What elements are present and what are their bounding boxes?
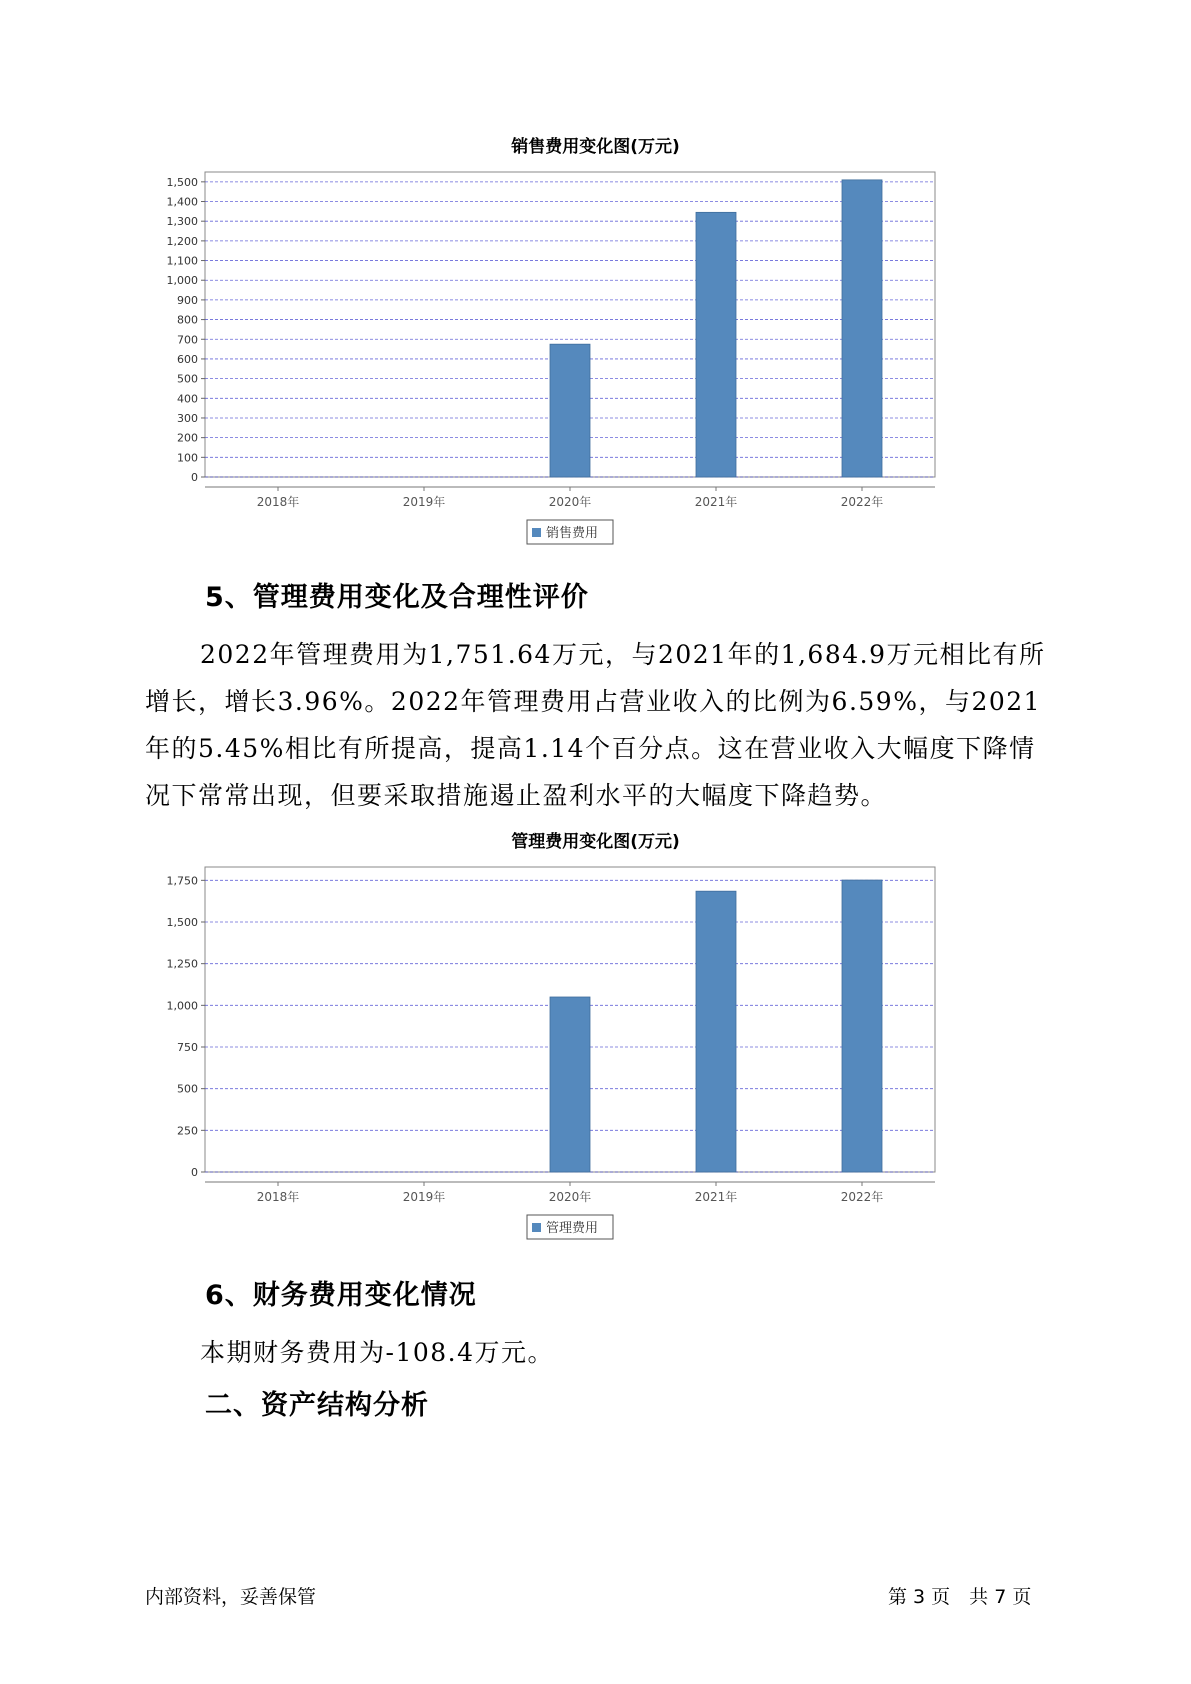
x-tick-label: 2022年 [840,495,884,509]
y-tick-label: 1,500 [166,175,198,189]
bar [842,880,882,1172]
bar [550,344,590,477]
section6-paragraph: 本期财务费用为-108.4万元。 [200,1338,555,1367]
y-tick-label: 1,300 [166,215,198,229]
bar [696,212,736,477]
y-tick-label: 1,000 [166,274,198,288]
legend-swatch [532,1223,541,1232]
x-tick-label: 2020年 [548,495,592,509]
y-tick-label: 200 [177,431,198,445]
legend [527,1215,613,1239]
y-tick-label: 1,400 [166,195,198,209]
footer-left: 内部资料，妥善保管 [145,1586,317,1608]
x-tick-label: 2021年 [694,495,738,509]
y-tick-label: 0 [191,471,198,484]
y-tick-label: 800 [177,313,198,327]
legend-label: 销售费用 [546,526,599,541]
x-tick-label: 2019年 [402,1190,446,1204]
y-tick-label: 700 [177,333,198,347]
bar [842,180,882,477]
legend [527,520,613,544]
y-tick-label: 400 [177,392,198,406]
x-tick-label: 2022年 [840,1190,884,1204]
section6-heading: 6、财务费用变化情况 [205,1280,477,1311]
x-tick-label: 2018年 [256,1190,300,1204]
y-tick-label: 1,000 [166,999,198,1013]
y-tick-label: 600 [177,352,198,366]
y-tick-label: 1,200 [166,234,198,248]
chart-sales [150,160,1030,560]
bar [550,997,590,1172]
y-tick-label: 250 [177,1124,198,1138]
footer-right: 第 3 页 共 7 页 [888,1586,1032,1608]
section-two-heading: 二、资产结构分析 [205,1390,429,1421]
y-tick-label: 500 [177,372,198,386]
y-tick-label: 1,750 [166,874,198,888]
section5-heading: 5、管理费用变化及合理性评价 [205,582,589,613]
chart-title-sales: 销售费用变化图(万元) [511,137,680,157]
y-tick-label: 300 [177,411,198,425]
y-tick-label: 750 [177,1041,198,1054]
chart-title-admin: 管理费用变化图(万元) [511,832,680,852]
x-tick-label: 2018年 [256,495,300,509]
x-tick-label: 2019年 [402,495,446,509]
section5-paragraph: 2022年管理费用为1,751.64万元，与2021年的1,684.9万元相比有所增长，增长3.96%。2022年管理费用占营业收入的比例为6.59%，与2021年的5.45%相比有所提高，提高1.14个百分点。这在营业收入大幅度下降情况下常常出现，但要采取措施遏止盈利水平的大幅度下降趋势。 [145,640,1046,810]
legend-label: 管理费用 [546,1221,599,1236]
x-tick-label: 2020年 [548,1190,592,1204]
bar [696,891,736,1172]
legend-swatch [532,528,541,537]
y-tick-label: 1,500 [166,916,198,929]
y-tick-label: 1,250 [166,957,198,971]
x-tick-label: 2021年 [694,1190,738,1204]
y-tick-label: 100 [177,451,198,465]
y-tick-label: 900 [177,293,198,307]
chart-admin [150,855,1030,1255]
y-tick-label: 0 [191,1166,198,1179]
y-tick-label: 500 [177,1082,198,1096]
y-tick-label: 1,100 [166,254,198,268]
